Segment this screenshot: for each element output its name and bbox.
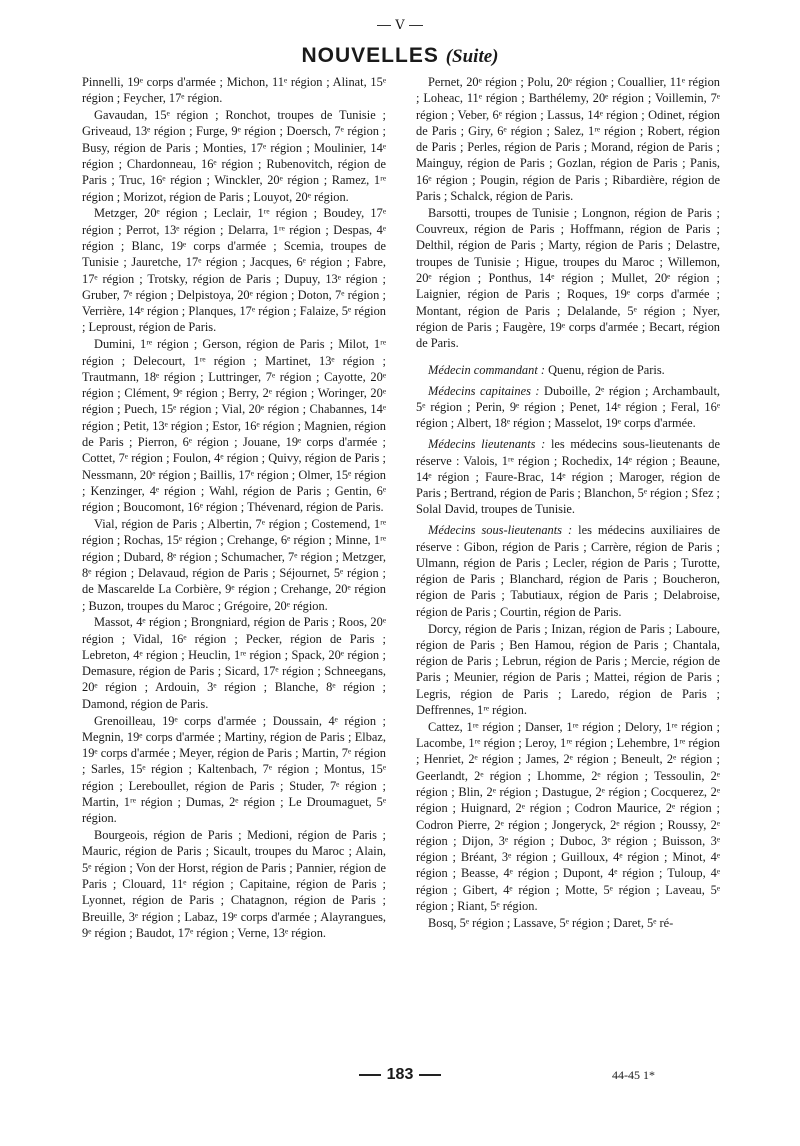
left-paragraph: Dumini, 1ʳᵉ région ; Gerson, région de Paris ; Milot, 1ʳᵉ région ; Delecourt, 1ʳᵉ région ; Martinet, 13ᵉ région ; Trautmann, 18ᵉ région ; Luttringer, 7ᵉ région ; Cayotte, 20ᵉ région ; Clément, 9ᵉ région ; Berry, 2ᵉ région ; Woringer, 20ᵉ région ; Puech, 15ᵉ région ; Vial, 20ᵉ région ; Chabannes, 14ᵉ région ; Petit, 13ᵉ région ; Estor, 16ᵉ région ; Magnien, région de Paris ; Pierron, 6ᵉ région ; Jouane, 19ᵉ corps d'armée ; Cottet, 7ᵉ région ; Foulon, 4ᵉ région ; Quivy, région de Paris ; Nessmann, 20ᵉ région ; Baillis, 17ᵉ région ; Olmer, 15ᵉ région ; Kenzinger, 4ᵉ région ; Wahl, région de Paris ; Gentin, 6ᵉ région ; Boucomont, 16ᵉ région ; Thévenard, région de Paris.: [82, 337, 386, 515]
right-paragraph: Dorcy, région de Paris ; Inizan, région de Paris ; Laboure, région de Paris ; Ben Hamou, région de Paris ; Chantala, région de Paris ; Lebrun, région de Paris ; Mercie, région de Paris ; Meunier, région de Paris ; Mattei, région de Paris ; Legris, région de Paris ; Laredo, région de Paris ; Deffrennes, 1ʳᵉ région.: [416, 621, 720, 717]
rank-label: Médecins capitaines :: [428, 383, 540, 398]
right-paragraph: Cattez, 1ʳᵉ région ; Danser, 1ʳᵉ région ; Delory, 1ʳᵉ région ; Lacombe, 1ʳᵉ région ; Leroy, 1ʳᵉ région ; Lehembre, 1ʳᵉ région ; Henriet, 2ᵉ région ; James, 2ᵉ région ; Beneult, 2ᵉ région ; Geerlandt, 2ᵉ région ; Lhomme, 2ᵉ région ; Tessoulin, 2ᵉ région ; Blin, 2ᵉ région ; Dastugue, 2ᵉ région ; Cocquerez, 2ᵉ région ; Huignard, 2ᵉ région ; Codron Maurice, 2ᵉ région ; Codron Pierre, 2ᵉ région ; Jongeryck, 2ᵉ région ; Roussy, 2ᵉ région ; Dijon, 3ᵉ région ; Duboc, 3ᵉ région ; Buisson, 3ᵉ région ; Bréant, 3ᵉ région ; Guilloux, 4ᵉ région ; Minot, 4ᵉ région ; Beasse, 4ᵉ région ; Dupont, 4ᵉ région ; Tuloup, 4ᵉ région ; Gibert, 4ᵉ région ; Motte, 5ᵉ région ; Laveau, 5ᵉ région ; Riant, 5ᵉ région.: [416, 719, 720, 914]
left-paragraph: Massot, 4ᵉ région ; Brongniard, région de Paris ; Roos, 20ᵉ région ; Vidal, 16ᵉ région ; Pecker, région de Paris ; Lebreton, 4ᵉ région ; Heuclin, 1ʳᵉ région ; Spack, 20ᵉ région ; Demasure, région de Paris ; Sicard, 17ᵉ région ; Schneegans, 20ᵉ région ; Ardouin, 3ᵉ région ; Blanche, 8ᵉ région ; Damond, région de Paris.: [82, 615, 386, 711]
marker-dash-left: [377, 25, 391, 26]
medecins-capitaines-paragraph: [416, 383, 720, 432]
rank-label: Médecin commandant :: [428, 363, 545, 378]
left-paragraph: Vial, région de Paris ; Albertin, 7ᵉ région ; Costemend, 1ʳᵉ région ; Rochas, 15ᵉ région ; Crehange, 6ᵉ région ; Minne, 1ʳᵉ région ; Dubard, 8ᵉ région ; Schumacher, 7ᵉ région ; Metzger, 8ᵉ région ; Delavaud, région de Paris ; Séjournet, 5ᵉ région ; de Mascarelde La Corbière, 9ᵉ région ; Crehange, 20ᵉ région ; Buzon, troupes du Maroc ; Grégoire, 20ᵉ région.: [82, 517, 386, 613]
rank-label: Médecins sous-lieutenants :: [428, 523, 573, 538]
section-marker: [0, 18, 800, 33]
marker-letter: V: [395, 18, 405, 33]
left-paragraph: Pinnelli, 19ᵉ corps d'armée ; Michon, 11ᵉ région ; Alinat, 15ᵉ région ; Feycher, 17ᵉ région.: [82, 75, 386, 106]
folio-dash-right: [419, 1074, 441, 1076]
page-title: [0, 44, 800, 68]
rank-text: les médecins auxiliaires de réserve : Gibon, région de Paris ; Carrère, région de Paris ; Ulmann, région de Paris ; Lecler, région de Paris ; Turotte, région de Paris ; Blanchard, région de Paris ; Boucheron, région de Paris ; Tabutiaux, région de Paris ; Delabroise, région de Paris ; Courtin, région de Paris.: [416, 523, 720, 619]
rank-text: Duboille, 2ᵉ région ; Archambault, 5ᵉ région ; Perin, 9ᵉ région ; Penet, 14ᵉ région ; Feral, 16ᵉ région ; Albert, 18ᵉ région ; Masselot, 19ᵉ corps d'armée.: [416, 383, 720, 431]
left-paragraph: Bourgeois, région de Paris ; Medioni, région de Paris ; Mauric, région de Paris ; Sicault, troupes du Maroc ; Alain, 5ᵉ région ; Von der Horst, région de Paris ; Pannier, région de Paris ; Clouard, 11ᵉ région ; Capitaine, région de Paris ; Lyonnet, région de Paris ; Chatagnon, région de Paris ; Breuille, 3ᵉ région ; Labaz, 19ᵉ corps d'armée ; Alayrangues, 9ᵉ région ; Baudot, 17ᵉ région ; Verne, 13ᵉ région.: [82, 828, 386, 940]
right-column: [416, 74, 720, 932]
section-spacer: [416, 352, 720, 362]
folio-dash-left: [359, 1074, 381, 1076]
rank-text: les médecins sous-lieutenants de réserve : Valois, 1ʳᵉ région ; Rochedix, 14ᵉ région ; Beaune, 14ᵉ région ; Faure-Brac, 14ᵉ région ; Maroger, région de Paris ; Bertrand, région de Paris ; Blanchon, 5ᵉ région ; Sfez ; Solal David, troupes de Tunisie.: [416, 437, 721, 517]
page-number: [0, 1066, 800, 1084]
marker-dash-right: [409, 25, 423, 26]
left-paragraph: Metzger, 20ᵉ région ; Leclair, 1ʳᵉ région ; Boudey, 17ᵉ région ; Perrot, 13ᵉ région ; Delarra, 1ʳᵉ région ; Despas, 4ᵉ région ; Blanc, 19ᵉ corps d'armée ; Scemia, troupes de Tunisie ; Jauretche, 17ᵉ région ; Jacques, 6ᵉ région ; Fabre, 17ᵉ région ; Trotsky, région de Paris ; Dupuy, 13ᵉ région ; Gruber, 7ᵉ région ; Delpistoya, 20ᵉ région ; Doton, 7ᵉ région ; Verrière, 14ᵉ région ; Planques, 17ᵉ région ; Falaize, 5ᵉ région ; Leproust, région de Paris.: [82, 206, 386, 335]
left-paragraph: Gavaudan, 15ᵉ région ; Ronchot, troupes de Tunisie ; Griveaud, 13ᵉ région ; Furge, 9ᵉ région ; Doersch, 7ᵉ région ; Busy, région de Paris ; Monties, 17ᵉ région ; Moulinier, 14ᵉ région ; Chardonneau, 16ᵉ région ; Rubenovitch, région de Paris ; Truc, 16ᵉ région ; Winckler, 20ᵉ région ; Ramez, 1ʳᵉ région ; Morizot, région de Paris ; Louyot, 20ᵉ région.: [82, 108, 386, 204]
right-paragraph: Pernet, 20ᵉ région ; Polu, 20ᵉ région ; Couallier, 11ᵉ région ; Loheac, 11ᵉ région ; Barthélemy, 20ᵉ région ; Voillemin, 7ᵉ région ; Veber, 6ᵉ région ; Lassus, 14ᵉ région ; Odinet, région de Paris ; Giry, 6ᵉ région ; Salez, 1ʳᵉ région ; Robert, région de Paris ; Perles, région de Paris ; Morand, région de Paris ; Mainguy, région de Paris ; Gozlan, région de Paris ; Panis, 16ᵉ région ; Pougin, région de Paris ; Ribardière, région de Paris ; Schalck, région de Paris.: [416, 75, 720, 204]
medecins-lieutenants-paragraph: [416, 436, 720, 517]
rank-label: Médecins lieutenants :: [428, 437, 546, 452]
title-suffix: (Suite): [445, 46, 499, 67]
left-column: [82, 74, 386, 942]
rank-text: Quenu, région de Paris.: [545, 363, 665, 378]
medecins-sous-lieutenants-paragraph: [416, 522, 720, 620]
title-text: NOUVELLES: [301, 44, 439, 67]
medecin-commandant-paragraph: [416, 362, 720, 378]
page-number-text: 183: [386, 1066, 414, 1083]
left-paragraph: Grenoilleau, 19ᵉ corps d'armée ; Doussain, 4ᵉ région ; Megnin, 19ᵉ corps d'armée ; Martiny, région de Paris ; Elbaz, 19ᵉ corps d'armée ; Meyer, région de Paris ; Martin, 7ᵉ région ; Sarles, 15ᵉ région ; Kaltenbach, 7ᵉ région ; Montus, 15ᵉ région ; Lereboullet, région de Paris ; Studer, 7ᵉ région ; Martin, 1ʳᵉ région ; Dumas, 2ᵉ région ; Le Droumaguet, 5ᵉ région.: [82, 713, 386, 826]
right-paragraph: Barsotti, troupes de Tunisie ; Longnon, région de Paris ; Couvreux, région de Paris ; Hoffmann, région de Paris ; Delthil, région de Paris ; Marty, région de Paris ; Delastre, troupes de Tunisie ; Higue, troupes du Maroc ; Willemon, 20ᵉ région ; Ponthus, 14ᵉ région ; Mullet, 20ᵉ région ; Laignier, région de Paris ; Roques, 19ᵉ corps d'armée ; Montant, région de Paris ; Delalande, 5ᵉ région ; Nyer, région de Paris ; Faugère, 19ᵉ corps d'armée ; Becart, région de Paris.: [416, 205, 720, 351]
right-paragraph: Bosq, 5ᵉ région ; Lassave, 5ᵉ région ; Daret, 5ᵉ ré-: [428, 915, 674, 930]
signature-code: 44-45 1*: [612, 1068, 655, 1082]
